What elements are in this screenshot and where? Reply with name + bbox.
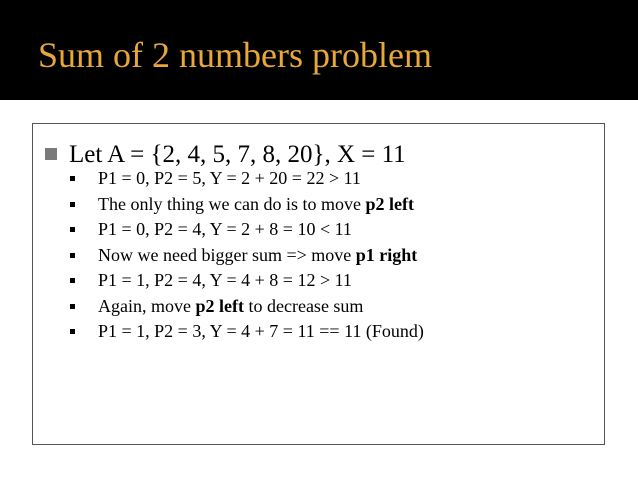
title-bar <box>0 0 638 100</box>
bold-text-segment: p2 left <box>195 295 244 316</box>
bold-text-segment: p2 left <box>365 193 414 214</box>
small-square-bullet-icon <box>70 278 75 283</box>
sub-bullet-text <box>98 244 417 266</box>
text-segment: Now we need bigger sum => move <box>98 244 356 265</box>
slide-title: Sum of 2 numbers problem <box>38 35 432 75</box>
sub-bullet-text <box>98 167 361 189</box>
small-square-bullet-icon <box>70 202 75 207</box>
sub-bullet-text <box>98 269 352 291</box>
small-square-bullet-icon <box>70 304 75 309</box>
sub-bullet-text <box>98 320 424 342</box>
content-box <box>32 123 605 445</box>
small-square-bullet-icon <box>70 176 75 181</box>
small-square-bullet-icon <box>70 329 75 334</box>
sub-bullet-text <box>98 218 352 240</box>
small-square-bullet-icon <box>70 227 75 232</box>
text-segment: P1 = 1, P2 = 3, Y = 4 + 7 = 11 == 11 (Found) <box>98 321 424 341</box>
bold-text-segment: p1 right <box>355 244 418 265</box>
text-segment: The only thing we can do is to move <box>98 193 366 214</box>
small-square-bullet-icon <box>70 253 75 258</box>
text-segment: P1 = 0, P2 = 4, Y = 2 + 8 = 10 < 11 <box>98 219 352 239</box>
text-segment: P1 = 1, P2 = 4, Y = 4 + 8 = 12 > 11 <box>98 270 352 290</box>
main-bullet-text: Let A = {2, 4, 5, 7, 8, 20}, X = 11 <box>69 141 406 168</box>
sub-bullet-text <box>98 193 414 215</box>
text-segment: Again, move <box>98 295 196 316</box>
square-bullet-icon <box>45 148 57 160</box>
sub-bullet-text <box>98 295 363 317</box>
text-segment: P1 = 0, P2 = 5, Y = 2 + 20 = 22 > 11 <box>98 168 361 188</box>
text-segment: to decrease sum <box>243 295 364 316</box>
